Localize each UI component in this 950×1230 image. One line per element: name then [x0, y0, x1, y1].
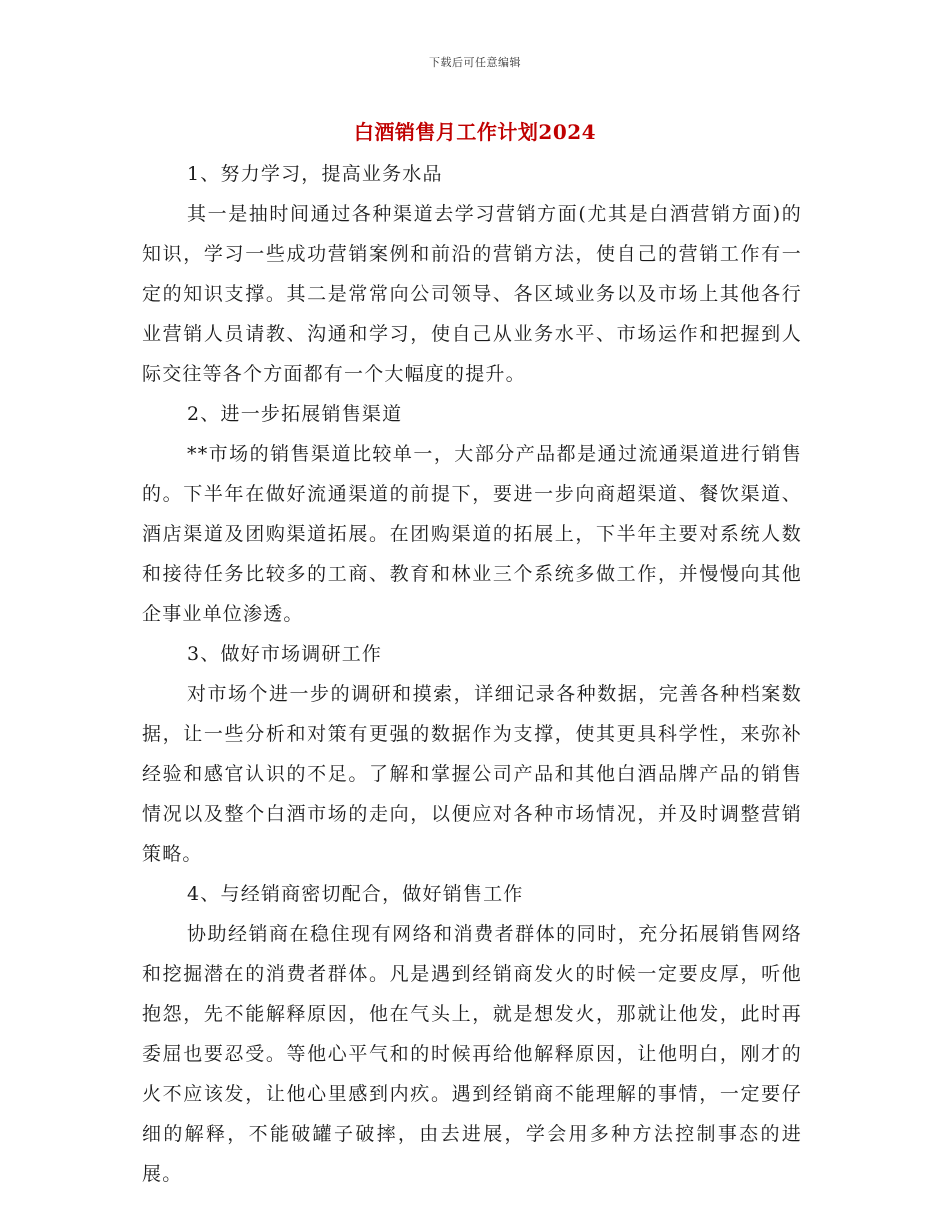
page-header: 下载后可任意编辑 — [429, 56, 521, 69]
section-heading-1: 1、努力学习，提高业务水品 — [187, 163, 443, 185]
document-body — [142, 154, 802, 1194]
document-title: 白酒销售月工作计划2024 — [353, 120, 597, 144]
paragraph-2: **市场的销售渠道比较单一，大部分产品都是通过流通渠道进行销售的。下半年在做好流通渠道的前提下，要进一步向商超渠道、餐饮渠道、酒店渠道及团购渠道拓展。在团购渠道的拓展上，下半年主要对系统人数和接待任务比较多的工商、教育和林业三个系统多做工作，并慢慢向其他企事业单位渗透。 — [142, 443, 802, 625]
paragraph-1: 其一是抽时间通过各种渠道去学习营销方面(尤其是白酒营销方面)的知识，学习一些成功营销案例和前沿的营销方法，使自己的营销工作有一定的知识支撑。其二是常常向公司领导、各区域业务以及市场上其他各行业营销人员请教、沟通和学习，使自己从业务水平、市场运作和把握到人际交往等各个方面都有一个大幅度的提升。 — [142, 203, 802, 385]
section-heading-3: 3、做好市场调研工作 — [187, 643, 383, 665]
paragraph-3: 对市场个进一步的调研和摸索，详细记录各种数据，完善各种档案数据，让一些分析和对策有更强的数据作为支撑，使其更具科学性，来弥补经验和感官认识的不足。了解和掌握公司产品和其他白酒品牌产品的销售情况以及整个白酒市场的走向，以便应对各种市场情况，并及时调整营销策略。 — [142, 683, 802, 865]
section-heading-4: 4、与经销商密切配合，做好销售工作 — [187, 883, 524, 905]
paragraph-4: 协助经销商在稳住现有网络和消费者群体的同时，充分拓展销售网络和挖掘潜在的消费者群体。凡是遇到经销商发火的时候一定要皮厚，听他抱怨，先不能解释原因，他在气头上，就是想发火，那就让他发，此时再委屈也要忍受。等他心平气和的时候再给他解释原因，让他明白，刚才的火不应该发，让他心里感到内疚。遇到经销商不能理解的事情，一定要仔细的解释，不能破罐子破摔，由去进展，学会用多种方法控制事态的进展。 — [142, 923, 802, 1185]
section-heading-2: 2、进一步拓展销售渠道 — [187, 403, 403, 425]
